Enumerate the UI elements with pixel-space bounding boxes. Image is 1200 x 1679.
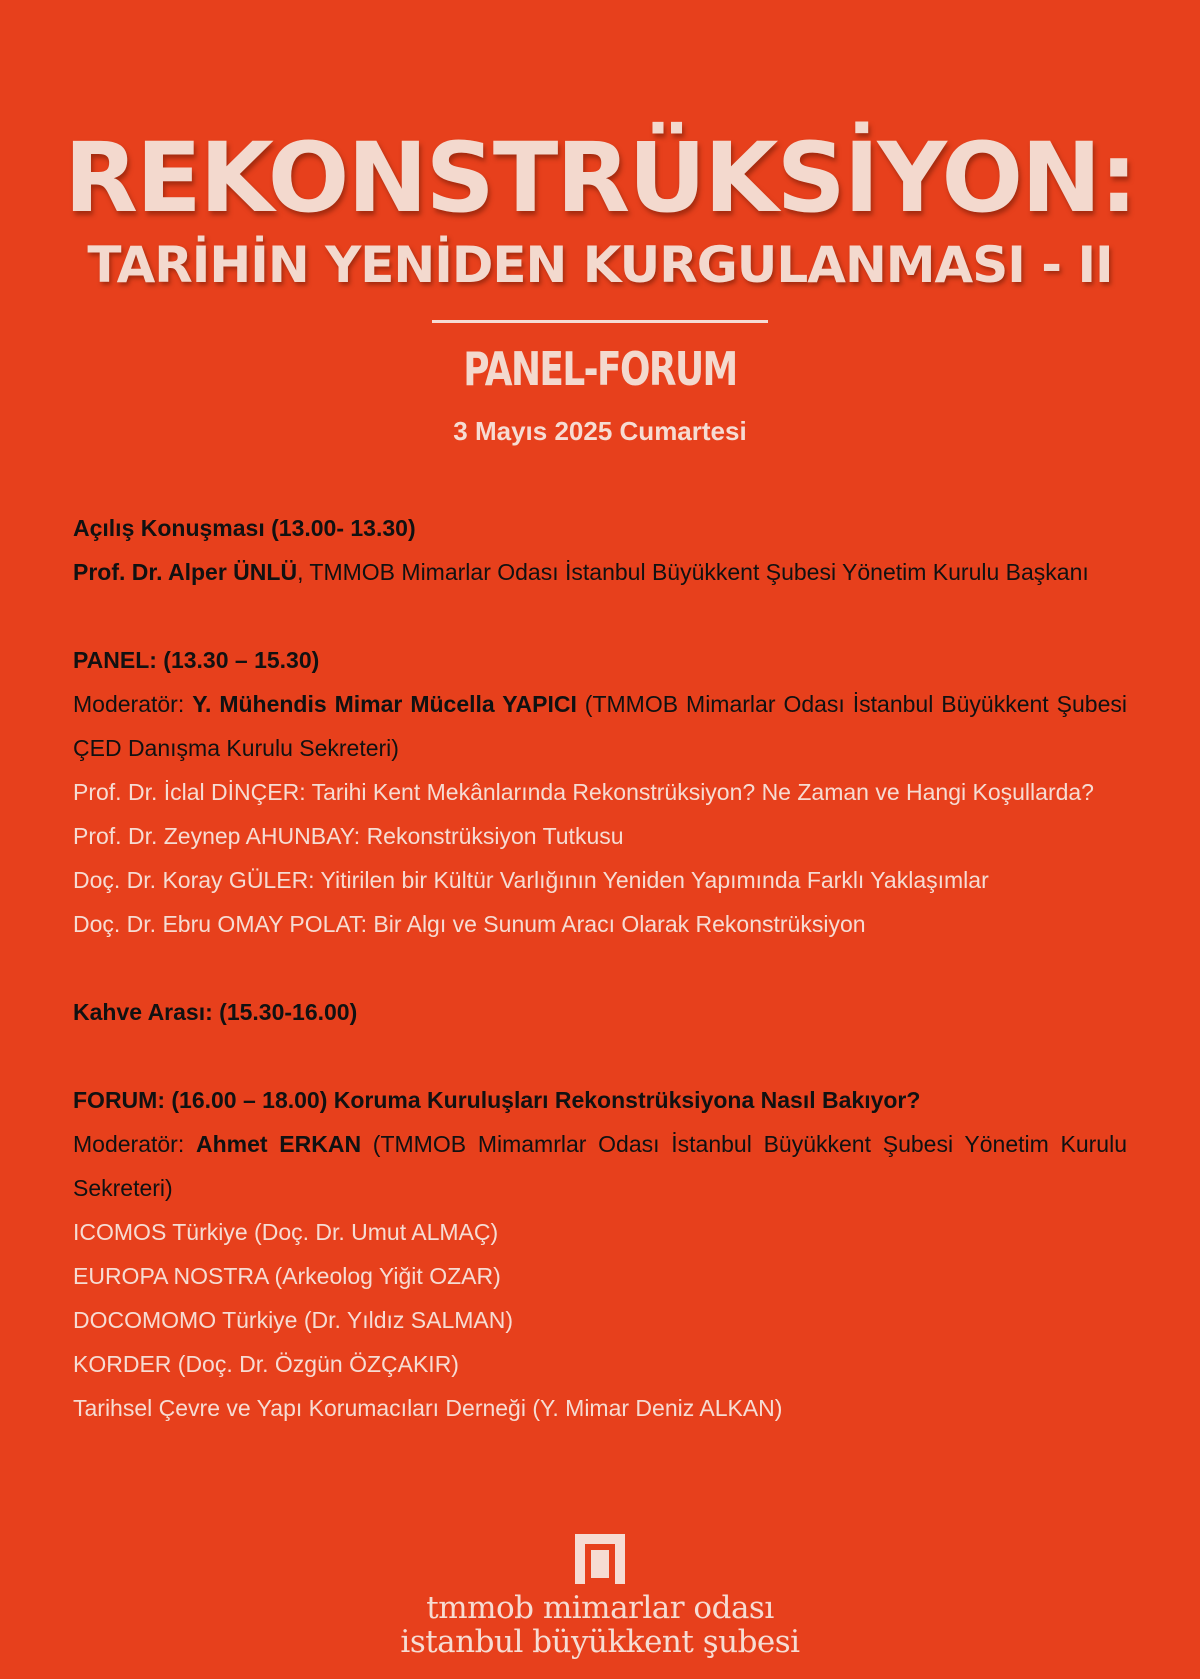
forum-participant: ICOMOS Türkiye (Doç. Dr. Umut ALMAÇ) xyxy=(73,1219,499,1245)
divider xyxy=(432,320,768,323)
panel-moderator-role: (TMMOB Mimarlar Odası İstanbul Büyükkent Şubesi ÇED Danışma Kurulu Sekreteri) xyxy=(73,691,1127,761)
event-subtitle: TARİHİN YENİDEN KURGULANMASI - II xyxy=(87,236,1113,294)
forum-participant: KORDER (Doç. Dr. Özgün ÖZÇAKIR) xyxy=(73,1351,459,1377)
event-title: REKONSTRÜKSİYON: xyxy=(64,122,1136,234)
panel-speaker: Prof. Dr. Zeynep AHUNBAY: Rekonstrüksiyon Tutkusu xyxy=(73,823,624,849)
bracket-logo-icon xyxy=(571,1530,629,1588)
forum-heading: FORUM: (16.00 – 18.00) Koruma Kuruluşları Rekonstrüksiyona Nasıl Bakıyor? xyxy=(73,1087,921,1113)
org-name-line2: istanbul büyükkent şubesi xyxy=(400,1624,800,1660)
forum-participant: Tarihsel Çevre ve Yapı Korumacıları Derneği (Y. Mimar Deniz ALKAN) xyxy=(73,1395,783,1421)
opening-speaker-name: Prof. Dr. Alper ÜNLÜ xyxy=(73,559,298,585)
event-date: 3 Mayıs 2025 Cumartesi xyxy=(453,416,747,446)
opening-speaker xyxy=(73,550,1127,594)
forum-moderator-label: Moderatör: xyxy=(73,1131,196,1157)
opening-speaker-role: , TMMOB Mimarlar Odası İstanbul Büyükkent Şubesi Yönetim Kurulu Başkanı xyxy=(297,559,1089,585)
panel-moderator xyxy=(73,682,1127,770)
event-type: PANEL-FORUM xyxy=(463,342,737,396)
panel-speaker: Doç. Dr. Ebru OMAY POLAT: Bir Algı ve Sunum Aracı Olarak Rekonstrüksiyon xyxy=(73,911,866,937)
organization-logo xyxy=(0,1530,1200,1588)
panel-heading: PANEL: (13.30 – 15.30) xyxy=(73,647,320,673)
forum-moderator-role: (TMMOB Mimamrlar Odası İstanbul Büyükkent Şubesi Yönetim Kurulu Sekreteri) xyxy=(73,1131,1127,1201)
panel-speaker: Doç. Dr. Koray GÜLER: Yitirilen bir Kültür Varlığının Yeniden Yapımında Farklı Yaklaşımlar xyxy=(73,867,989,893)
forum-participant: DOCOMOMO Türkiye (Dr. Yıldız SALMAN) xyxy=(73,1307,514,1333)
opening-heading: Açılış Konuşması (13.00- 13.30) xyxy=(73,515,416,541)
panel-moderator-label: Moderatör: xyxy=(73,691,193,717)
program xyxy=(73,506,1127,1430)
org-name-line1: tmmob mimarlar odası xyxy=(426,1590,774,1626)
coffee-break-heading: Kahve Arası: (15.30-16.00) xyxy=(73,999,358,1025)
forum-moderator xyxy=(73,1122,1127,1210)
panel-speaker: Prof. Dr. İclal DİNÇER: Tarihi Kent Mekânlarında Rekonstrüksiyon? Ne Zaman ve Hangi Koşullarda? xyxy=(73,779,1094,805)
forum-moderator-name: Ahmet ERKAN xyxy=(195,1131,362,1157)
panel-moderator-name: Y. Mühendis Mimar Mücella YAPICI xyxy=(192,691,577,717)
forum-participant: EUROPA NOSTRA (Arkeolog Yiğit OZAR) xyxy=(73,1263,501,1289)
